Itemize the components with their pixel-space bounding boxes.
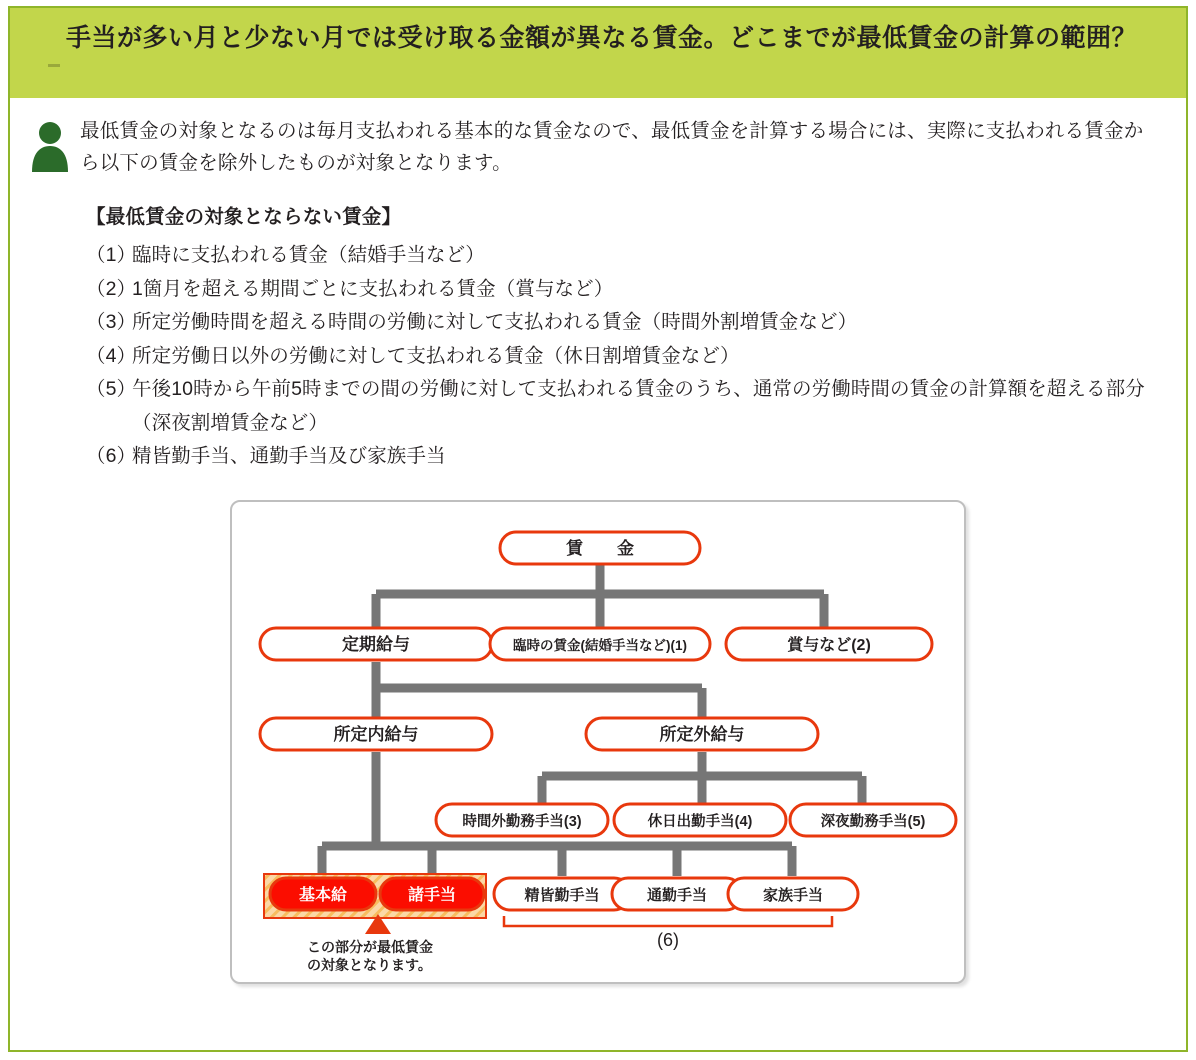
list-item <box>86 440 1166 474</box>
list-item-number: （6） <box>86 445 137 468</box>
footer-space <box>30 984 1166 994</box>
list-item-text: 精皆勤手当、通勤手当及び家族手当 <box>132 445 446 468</box>
node-family-allowance <box>728 878 858 910</box>
node-scheduled-pay-label: 所定内給与 <box>333 724 419 744</box>
list-item-text: 所定労働日以外の労働に対して支払われる賃金（休日割増賃金など） <box>132 344 740 367</box>
node-various-allowances <box>380 878 484 910</box>
node-scheduled-pay <box>260 718 492 750</box>
list-item <box>86 340 1166 374</box>
list-item-text: 1箇月を超える期間ごとに支払われる賃金（賞与など） <box>132 277 614 300</box>
list-item <box>86 273 1166 307</box>
list-item <box>86 306 1166 340</box>
group-six-label: (6) <box>657 929 679 950</box>
list-item-number: （4） <box>86 344 137 367</box>
header-band <box>10 8 1186 98</box>
node-regular-pay-label: 定期給与 <box>342 634 410 654</box>
body-area <box>10 98 1186 994</box>
node-perfect-attendance <box>494 878 630 910</box>
node-family-allowance-label: 家族手当 <box>762 886 824 904</box>
node-non-scheduled-pay-label: 所定外給与 <box>659 724 745 744</box>
list-item-number: （5） <box>86 378 137 401</box>
list-item-number: （3） <box>86 311 137 334</box>
list-item-number: （1） <box>86 244 137 267</box>
node-temporary-pay <box>490 628 710 660</box>
node-overtime-allowance <box>436 804 608 836</box>
list-item <box>86 239 1166 273</box>
node-wage-label: 賃 金 <box>566 538 634 558</box>
intro-text: 最低賃金の対象となるのは毎月支払われる基本的な賃金なので、最低賃金を計算する場合には、実際に支払われる賃金から以下の賃金を除外したものが対象となります。 <box>80 120 1144 174</box>
node-base-pay <box>270 878 376 910</box>
list-item-text: 臨時に支払われる賃金（結婚手当など） <box>132 244 485 267</box>
list-item <box>86 373 1166 440</box>
node-holiday-allowance-label: 休日出勤手当(4) <box>647 813 753 830</box>
exclusion-list <box>86 239 1166 474</box>
node-base-pay-label: 基本給 <box>298 886 348 904</box>
subhead: 【最低賃金の対象とならない賃金】 <box>86 206 402 229</box>
node-various-allowances-label: 諸手当 <box>407 886 457 904</box>
list-item-text: 午後10時から午前5時までの間の労働に対して支払われる賃金のうち、通常の労働時間の賃金の計算額を超える部分（深夜割増賃金など） <box>132 378 1145 434</box>
annotation-line-2: の対象となります。 <box>307 956 432 973</box>
node-overtime-allowance-label: 時間外勤務手当(3) <box>462 813 582 830</box>
person-icon <box>30 116 74 177</box>
node-bonus-label: 賞与など(2) <box>787 636 871 654</box>
node-bonus <box>726 628 932 660</box>
node-wage <box>500 532 700 564</box>
node-commuting-allowance <box>612 878 742 910</box>
node-commuting-allowance-label: 通勤手当 <box>646 886 708 904</box>
node-holiday-allowance <box>614 804 786 836</box>
node-non-scheduled-pay <box>586 718 818 750</box>
annotation-line-1: この部分が最低賃金 <box>307 938 433 955</box>
node-night-allowance <box>790 804 956 836</box>
group-six-bracket <box>504 916 832 926</box>
dash-icon <box>48 64 60 67</box>
node-regular-pay <box>260 628 492 660</box>
list-item-number: （2） <box>86 277 137 300</box>
document-page <box>8 6 1188 1052</box>
list-item-text: 所定労働時間を超える時間の労働に対して支払われる賃金（時間外割増賃金など） <box>132 311 858 334</box>
diagram-wrap <box>30 500 1166 984</box>
node-perfect-attendance-label: 精皆勤手当 <box>524 886 600 904</box>
intro-row <box>30 116 1166 179</box>
wage-structure-diagram <box>230 500 966 984</box>
node-night-allowance-label: 深夜勤務手当(5) <box>820 813 926 830</box>
page-title: 手当が多い月と少ない月では受け取る金額が異なる賃金。どこまでが最低賃金の計算の範囲？ <box>66 24 1138 52</box>
node-temporary-pay-label: 臨時の賃金(結婚手当など)(1) <box>513 637 687 653</box>
